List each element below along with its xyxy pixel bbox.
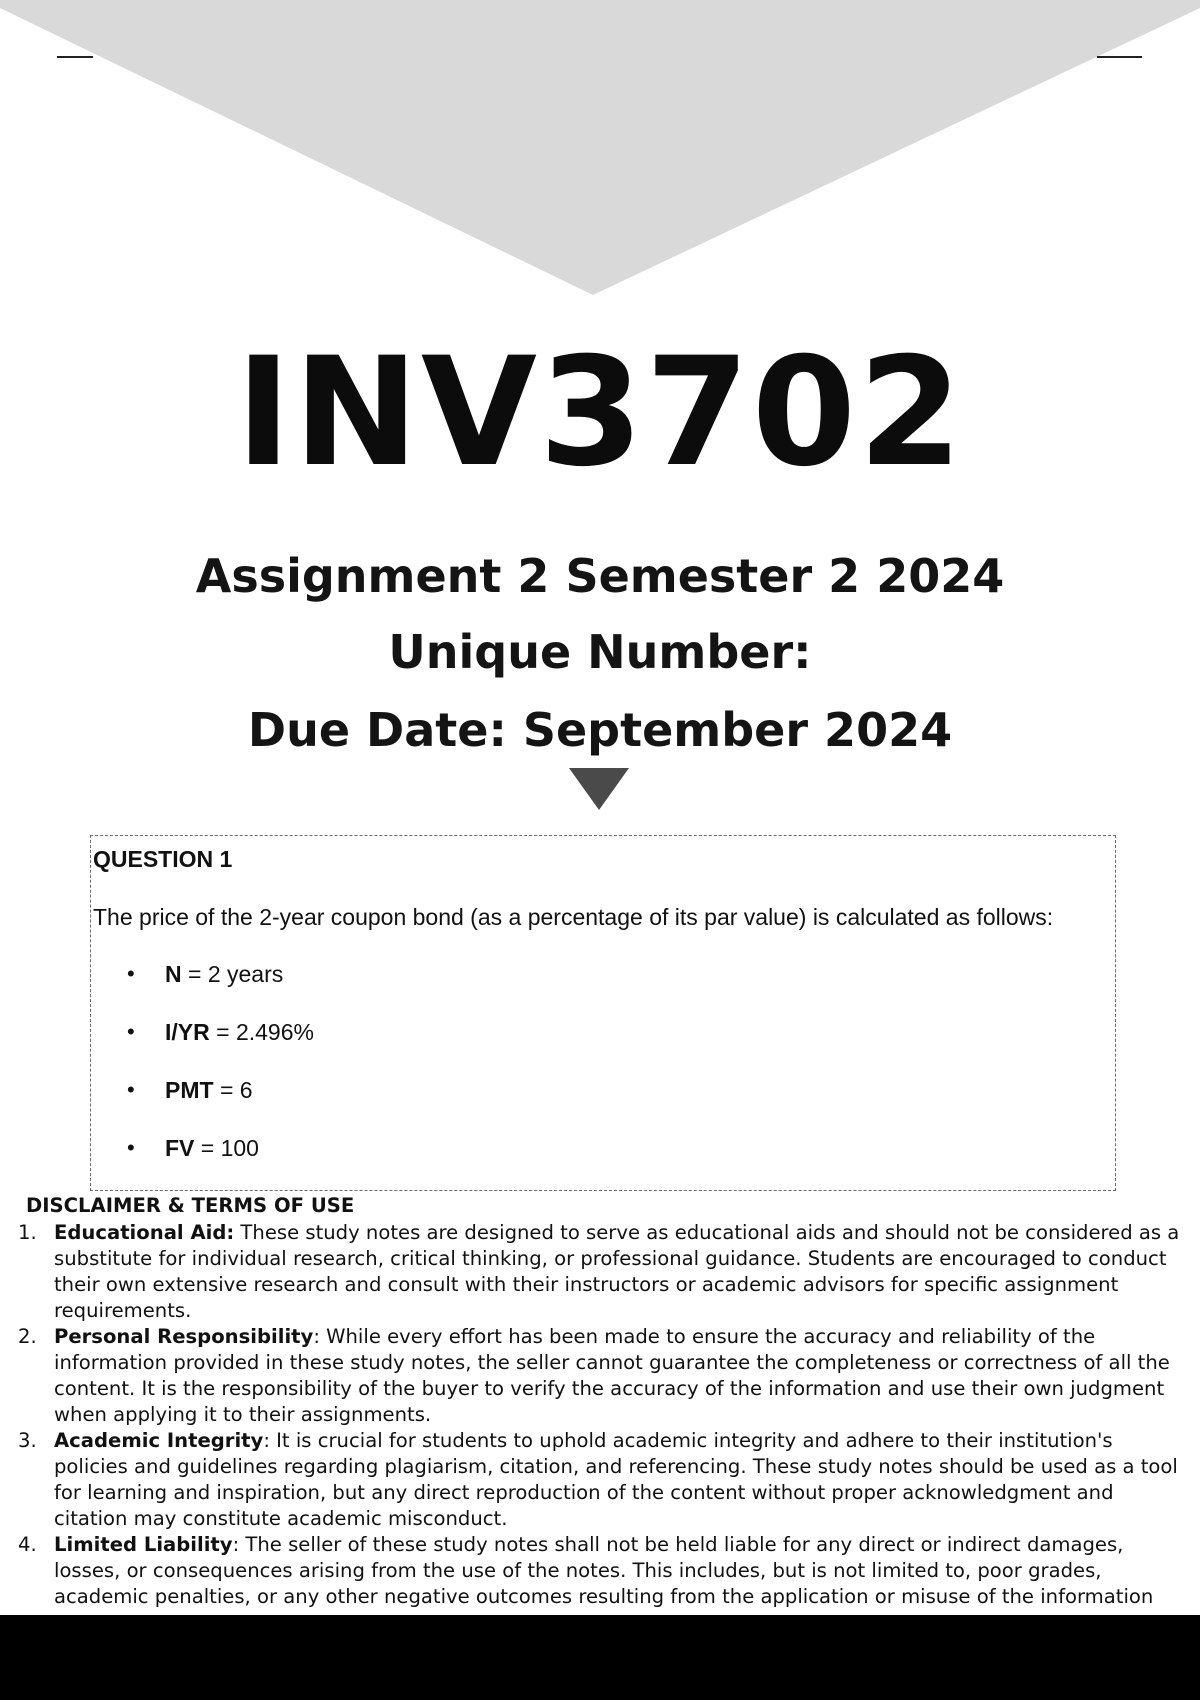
down-arrow-icon xyxy=(569,768,629,810)
unique-number: Unique Number: xyxy=(388,625,812,679)
item-label: Limited Liability xyxy=(54,1533,233,1556)
disclaimer-title: DISCLAIMER & TERMS OF USE xyxy=(26,1194,355,1217)
item-text: : It is crucial for students to uphold academic integrity and adhere to their institution's policies and guidelines regarding plagiarism, citation, and referencing. These study notes should be used as a tool for learning and inspiration, but any direct reproduction of the content without proper acknowledgment and citation may constitute academic misconduct. xyxy=(54,1429,1178,1530)
item-number: 2. xyxy=(18,1325,37,1348)
item-label: Educational Aid: xyxy=(54,1221,235,1244)
disclaimer-item xyxy=(18,1428,1188,1532)
question-title: QUESTION 1 xyxy=(93,846,233,872)
parameter-value: = 100 xyxy=(194,1135,259,1161)
disclaimer-item xyxy=(18,1220,1188,1324)
bullet-icon: • xyxy=(127,1135,135,1160)
banner-chevron-shape xyxy=(0,0,1200,295)
bond-parameter-list xyxy=(127,960,314,1192)
decorative-banner xyxy=(0,0,1200,300)
list-item xyxy=(127,1076,314,1134)
disclaimer-item xyxy=(18,1532,1188,1610)
parameter-label: FV xyxy=(165,1135,195,1161)
bullet-icon: • xyxy=(127,1019,135,1044)
due-date: Due Date: September 2024 xyxy=(247,703,953,757)
parameter-label: N xyxy=(165,961,182,987)
item-number: 4. xyxy=(18,1533,37,1556)
disclaimer-item xyxy=(18,1324,1188,1428)
item-text: These study notes are designed to serve as educational aids and should not be considered as a substitute for individual research, critical thinking, or professional guidance. Students are encouraged to conduct their own extensive research and consult with their instructors or academic advisors for specific assignment requirements. xyxy=(54,1221,1180,1322)
disclaimer-list xyxy=(18,1220,1188,1610)
footer-bar xyxy=(0,1615,1200,1700)
disclaimer-section xyxy=(18,1193,1188,1610)
list-item xyxy=(127,1018,314,1076)
item-number: 3. xyxy=(18,1429,37,1452)
parameter-value: = 2 years xyxy=(181,961,284,987)
question-intro: The price of the 2-year coupon bond (as a percentage of its par value) is calculated as follows: xyxy=(93,904,1054,930)
parameter-value: = 6 xyxy=(213,1077,253,1103)
parameter-label: PMT xyxy=(165,1077,214,1103)
parameter-value: = 2.496% xyxy=(209,1019,314,1045)
item-label: Personal Responsibility xyxy=(54,1325,314,1348)
parameter-label: I/YR xyxy=(165,1019,210,1045)
question-box xyxy=(90,835,1116,1191)
item-text: : The seller of these study notes shall not be held liable for any direct or indirect damages, losses, or consequences arising from the use of the notes. This includes, but is not limited to, poor grades, academic penalties, or any other negative outcomes resulting from the application or misuse of the information xyxy=(54,1533,1154,1608)
list-item xyxy=(127,1134,314,1192)
item-text: : While every effort has been made to ensure the accuracy and reliability of the information provided in these study notes, the seller cannot guarantee the completeness or correctness of all the content. It is the responsibility of the buyer to verify the accuracy of the information and use their own judgment when applying it to their assignments. xyxy=(54,1325,1170,1426)
list-item xyxy=(127,960,314,1018)
course-code-title: INV3702 xyxy=(235,326,965,500)
bullet-icon: • xyxy=(127,961,135,986)
item-label: Academic Integrity xyxy=(54,1429,264,1452)
bullet-icon: • xyxy=(127,1077,135,1102)
assignment-title: Assignment 2 Semester 2 2024 xyxy=(195,549,1005,603)
item-number: 1. xyxy=(18,1221,37,1244)
